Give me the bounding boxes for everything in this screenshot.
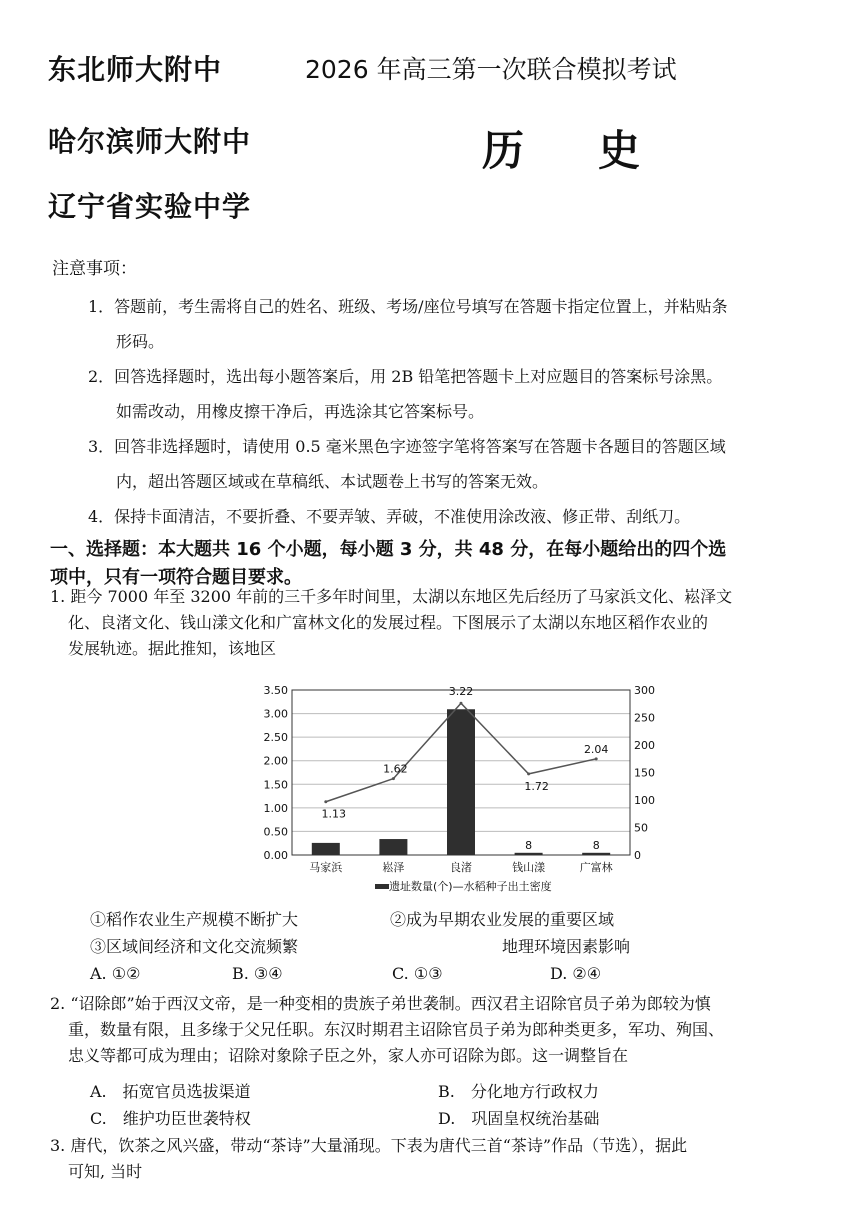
category-label: 马家浜: [309, 861, 343, 874]
left-tick-label: 3.00: [263, 707, 288, 721]
line-data-label: 1.72: [524, 779, 549, 793]
subject-title-char1: 历: [482, 126, 525, 175]
q2-choice-a: A. 拓宽官员选拔渠道: [90, 1082, 251, 1101]
q2-choice-b: B. 分化地方行政权力: [438, 1082, 599, 1101]
school-name-2: 哈尔滨师大附中: [48, 125, 252, 158]
notice-item: 1．答题前，考生需将自己的姓名、班级、考场/座位号填写在答题卡指定位置上，并粘贴条: [88, 297, 728, 316]
q2-stem-line: 重，数量有限，且多缘于父兄任职。东汉时期君主诏除官员子弟为郎种类更多，军功、殉国、: [68, 1020, 725, 1039]
right-tick-label: 50: [634, 821, 648, 835]
right-tick-label: 150: [634, 766, 655, 780]
notice-item: 2．回答选择题时，选出每小题答案后，用 2B 铅笔把答题卡上对应题目的答案标号涂黑。: [88, 367, 723, 386]
q1-choice-b: B. ③④: [232, 964, 283, 983]
bar-4: [515, 853, 543, 855]
school-name-3: 辽宁省实验中学: [48, 190, 252, 223]
category-label: 崧泽: [382, 861, 405, 874]
q3-stem-line: 3. 唐代，饮茶之风兴盛，带动“茶诗”大量涌现。下表为唐代三首“茶诗”作品（节选），据此: [50, 1136, 688, 1155]
section-heading-line2: 项中，只有一项符合题目要求。: [50, 567, 302, 588]
left-tick-label: 0.00: [263, 849, 288, 862]
right-tick-label: 0: [634, 849, 641, 862]
left-tick-label: 0.50: [263, 825, 288, 839]
right-tick-label: 200: [634, 739, 655, 752]
notice-item: 4．保持卡面清洁，不要折叠、不要弄皱、弄破，不准使用涂改液、修正带、刮纸刀。: [88, 507, 691, 526]
line-point-5: [595, 757, 598, 760]
q1-choice-d: D. ②④: [550, 964, 602, 983]
section-heading-line1: 一、选择题：本大题共 16 个小题，每小题 3 分，共 48 分，在每小题给出的四个选: [50, 539, 727, 560]
bar-3: [447, 709, 475, 855]
q2-stem-line: 忠义等都可成为理由；诏除对象除子臣之外，家人亦可诏除为郎。这一调整旨在: [68, 1046, 629, 1065]
right-tick-label: 300: [634, 684, 655, 697]
notice-item: 如需改动，用橡皮擦干净后，再选涂其它答案标号。: [116, 402, 485, 421]
right-tick-label: 100: [634, 794, 655, 807]
notice-item: 形码。: [116, 332, 165, 351]
bar-data-label: 8: [525, 838, 533, 852]
chart-svg: [255, 680, 665, 895]
q1-stem-line: 1. 距今 7000 年至 3200 年前的三千多年时间里，太湖以东地区先后经历了马家浜文化、崧泽文: [50, 587, 733, 606]
line-data-label: 3.22: [448, 685, 474, 699]
q2-choice-c: C. 维护功臣世袭特权: [90, 1109, 251, 1128]
category-label: 良渚: [450, 861, 472, 874]
bar-data-label: 8: [592, 838, 600, 852]
q1-stem-line: 化、良渚文化、钱山漾文化和广富林文化的发展过程。下图展示了太湖以东地区稻作农业的: [68, 613, 709, 632]
bar-2: [379, 839, 407, 855]
line-point-3: [460, 702, 463, 705]
line-point-2: [392, 777, 395, 780]
q2-stem-line: 2. “诏除郎”始于西汉文帝，是一种变相的贵族子弟世袭制。西汉君主诏除官员子弟为郎较为慎: [50, 994, 711, 1013]
line-data-label: 1.62: [383, 762, 408, 776]
q3-stem-line: 可知, 当时: [68, 1162, 143, 1181]
q1-option-2: ②成为早期农业发展的重要区域: [390, 910, 615, 929]
notice-item: 内，超出答题区域或在草稿纸、本试题卷上书写的答案无效。: [116, 472, 549, 491]
right-tick-label: 250: [634, 711, 655, 725]
q1-chart: [255, 680, 665, 895]
line-data-label: 2.04: [583, 742, 609, 756]
q1-option-3: ③区域间经济和文化交流频繁: [90, 937, 299, 956]
left-tick-label: 1.00: [263, 801, 288, 815]
q2-choice-d: D. 巩固皇权统治基础: [438, 1109, 600, 1128]
left-tick-label: 2.50: [263, 731, 288, 745]
line-point-1: [324, 800, 327, 803]
line-data-label: 1.13: [321, 807, 347, 821]
q1-choice-a: A. ①②: [90, 964, 141, 983]
notice-item: 3．回答非选择题时，请使用 0.5 毫米黑色字迹签字笔将答案写在答题卡各题目的答题区域: [88, 437, 726, 456]
left-tick-label: 2.00: [263, 754, 288, 768]
subject-title-char2: 史: [598, 126, 641, 175]
q1-choice-c: C. ①③: [392, 964, 443, 983]
left-tick-label: 1.50: [263, 778, 288, 792]
exam-title: 2026 年高三第一次联合模拟考试: [305, 55, 677, 84]
line-point-4: [527, 772, 530, 775]
notice-title: 注意事项：: [52, 259, 137, 279]
q1-option-4: 地理环境因素影响: [502, 937, 631, 956]
legend-swatch: [375, 884, 389, 889]
left-tick-label: 3.50: [263, 684, 288, 697]
q1-option-1: ①稻作农业生产规模不断扩大: [90, 910, 299, 929]
q1-stem-line: 发展轨迹。据此推知，该地区: [68, 639, 277, 658]
legend-label: 遗址数量(个)—水稻种子出土密度: [389, 880, 552, 893]
bar-5: [582, 853, 610, 855]
category-label: 广富林: [579, 861, 613, 874]
bar-1: [312, 843, 340, 855]
school-name-1: 东北师大附中: [48, 53, 223, 86]
category-label: 钱山漾: [512, 861, 546, 874]
